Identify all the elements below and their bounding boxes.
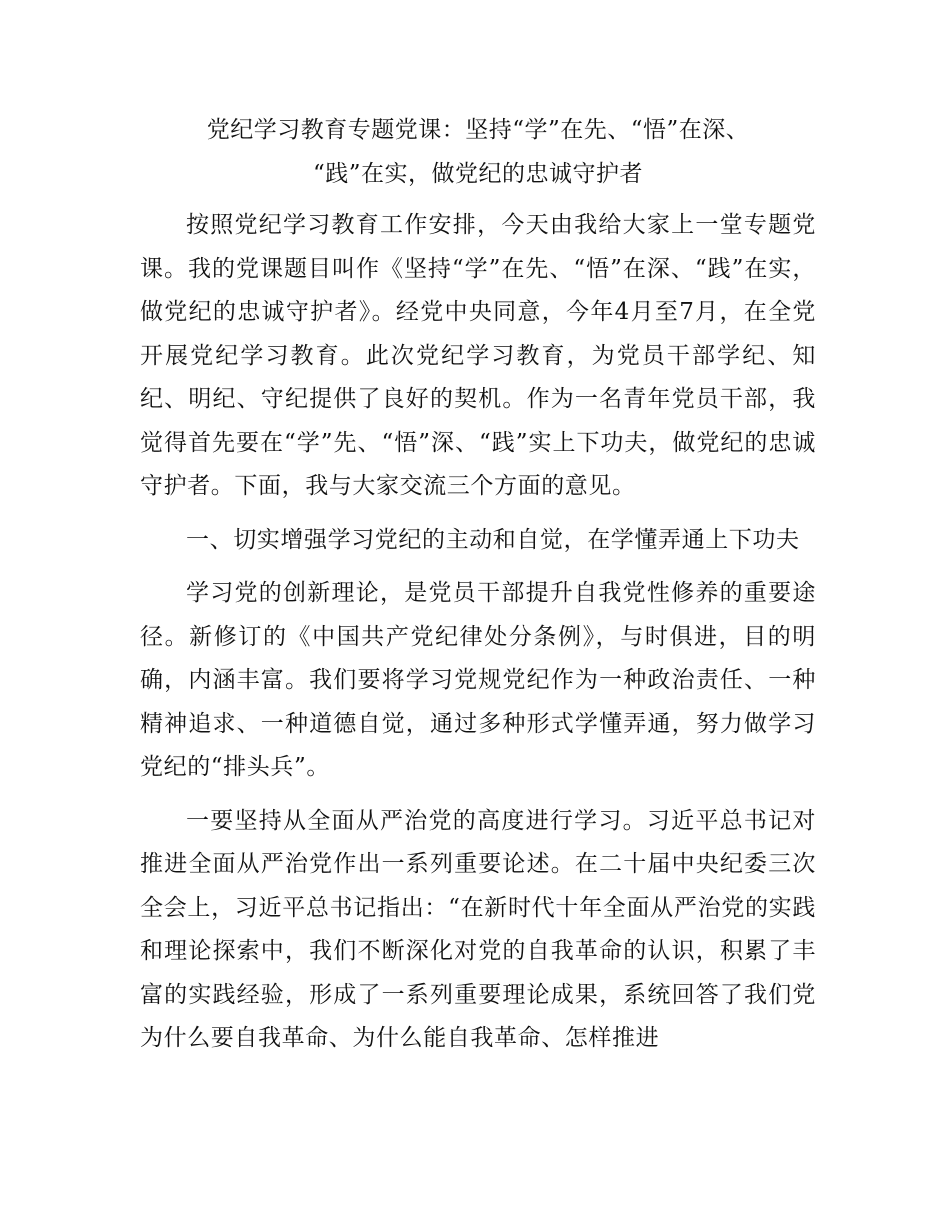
section-heading-1: 一、切实增强学习党纪的主动和自觉，在学懂弄通上下功夫 bbox=[186, 526, 800, 553]
body-paragraph-1: 学习党的创新理论，是党员干部提升自我党性修养的重要途径。新修订的《中国共产党纪律处分条例》，与时俱进，目的明确，内涵丰富。我们要将学习党规党纪作为一种政治责任、一种精神追求、一种道德自觉，通过多种形式学懂弄通，努力做学习党纪的“排头兵”。 bbox=[140, 580, 816, 780]
document-page bbox=[140, 108, 816, 1061]
body-paragraph-2: 一要坚持从全面从严治党的高度进行学习。习近平总书记对推进全面从严治党作出一系列重要论述。在二十届中央纪委三次全会上，习近平总书记指出：“在新时代十年全面从严治党的实践和理论探索中，我们不断深化对党的自我革命的认识，积累了丰富的实践经验，形成了一系列重要理论成果，系统回答了我们党为什么要自我革命、为什么能自我革命、怎样推进 bbox=[140, 807, 816, 1051]
title-line-1: 党纪学习教育专题党课：坚持“学”在先、“悟”在深、 bbox=[206, 117, 750, 143]
intro-paragraph: 按照党纪学习教育工作安排，今天由我给大家上一堂专题党课。我的党课题目叫作《坚持“学”在先、“悟”在深、“践”在实，做党纪的忠诚守护者》。经党中央同意，今年4月至7月，在全党开展党纪学习教育。此次党纪学习教育，为党员干部学纪、知纪、明纪、守纪提供了良好的契机。作为一名青年党员干部，我觉得首先要在“学”先、“悟”深、“践”实上下功夫，做党纪的忠诚守护者。下面，我与大家交流三个方面的意见。 bbox=[140, 212, 816, 499]
title-line-2: “践”在实，做党纪的忠诚守护者 bbox=[312, 161, 644, 187]
document-title bbox=[140, 108, 816, 196]
